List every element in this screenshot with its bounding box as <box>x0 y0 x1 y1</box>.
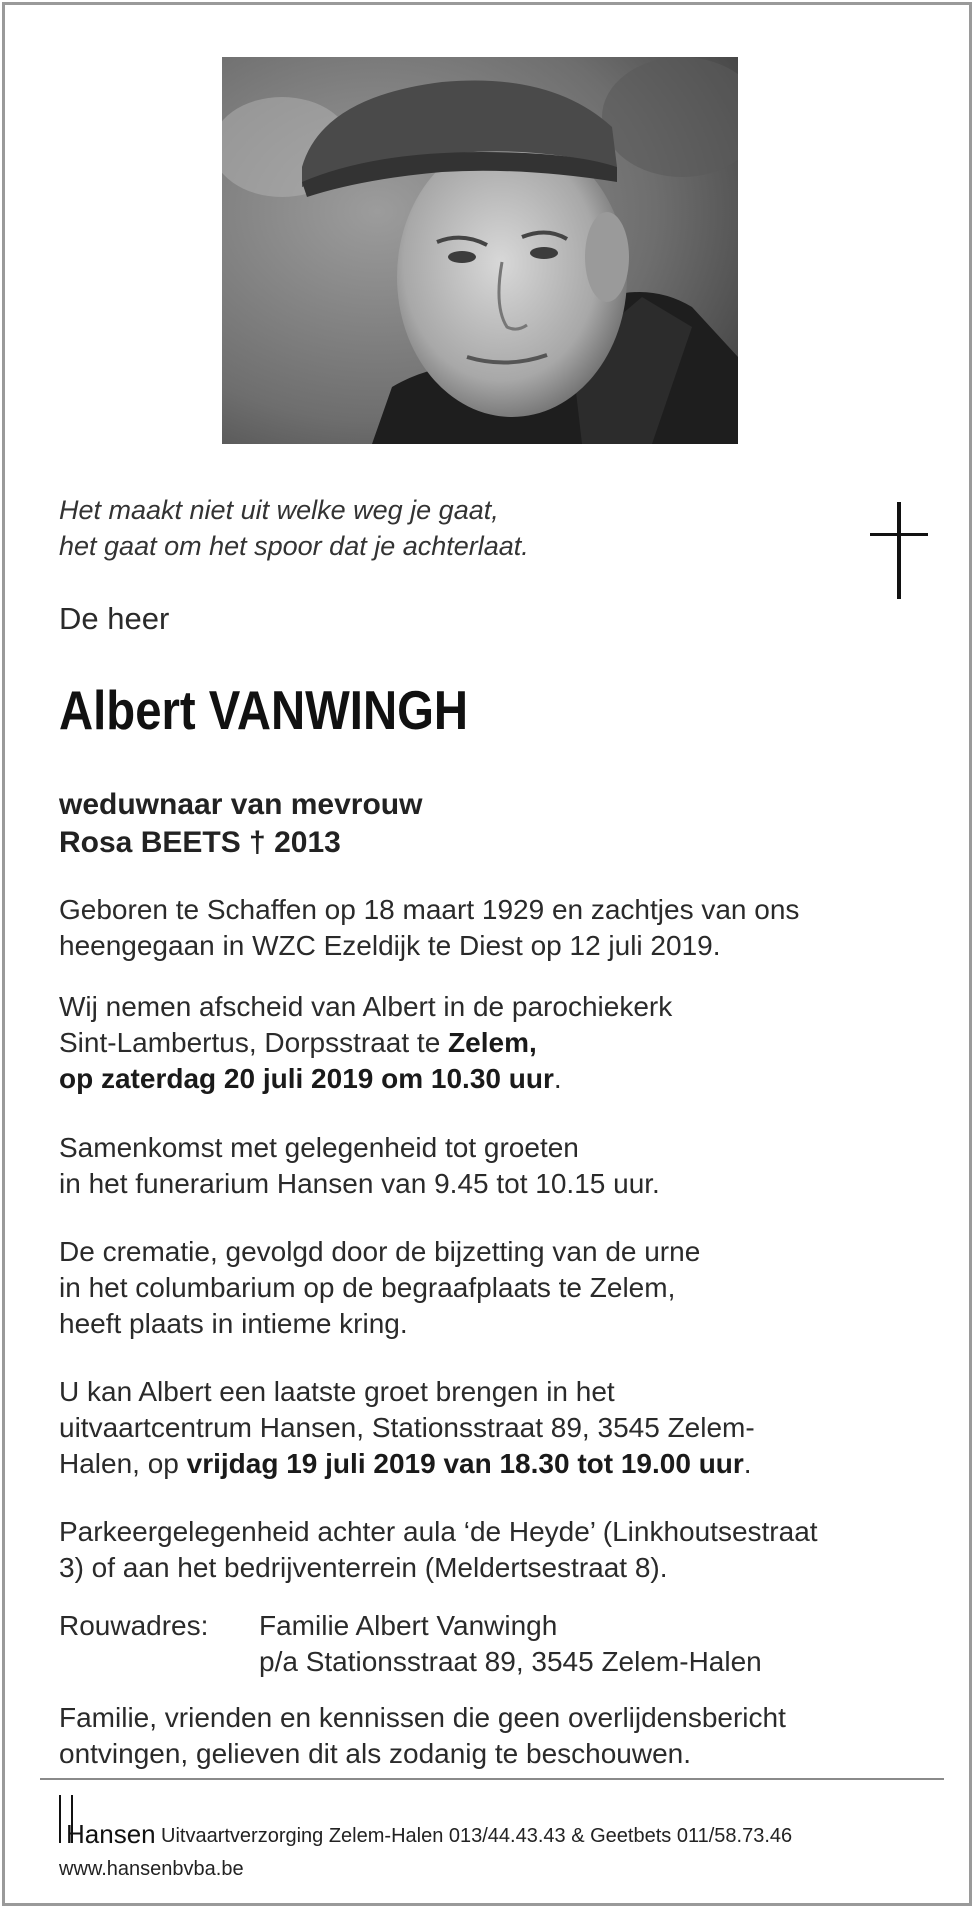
salutation: De heer <box>59 601 170 636</box>
deceased-name: Albert VANWINGH <box>59 679 469 741</box>
memorial-quote: Het maakt niet uit welke weg je gaat, het gaat om het spoor dat je achterlaat. <box>59 495 529 561</box>
visit-paragraph: U kan Albert een laatste groet brengen in het uitvaartcentrum Hansen, Stationsstraat 89, 3545 Zelem- Halen, op vrijdag 19 juli 2019 van 18.30 tot 19.00 uur. <box>59 1376 755 1479</box>
parking-paragraph: Parkeergelegenheid achter aula ‘de Heyde’ (Linkhoutsestraat 3) of aan het bedrijventerrein (Meldertsestraat 8). <box>59 1516 818 1583</box>
footer-contact: Uitvaartverzorging Zelem-Halen 013/44.43.43 & Geetbets 011/58.73.46 <box>161 1825 793 1847</box>
widower-note: weduwnaar van mevrouw Rosa BEETS † 2013 <box>59 788 423 859</box>
birth-paragraph: Geboren te Schaffen op 18 maart 1929 en zachtjes van ons heengegaan in WZC Ezeldijk te Diest op 12 juli 2019. <box>59 894 800 961</box>
gathering-paragraph: Samenkomst met gelegenheid tot groeten in het funerarium Hansen van 9.45 tot 10.15 uur. <box>59 1132 660 1199</box>
portrait-photo <box>222 57 738 444</box>
address-label: Rouwadres: <box>59 1610 209 1641</box>
address-lines: Familie Albert Vanwingh p/a Stationsstraat 89, 3545 Zelem-Halen <box>259 1610 762 1677</box>
farewell-paragraph: Wij nemen afscheid van Albert in de parochiekerk Sint-Lambertus, Dorpsstraat te Zelem, op zaterdag 20 juli 2019 om 10.30 uur. <box>59 991 673 1094</box>
portrait-illustration <box>222 57 738 444</box>
website-link[interactable]: www.hansenbvba.be <box>59 1858 244 1880</box>
cremation-paragraph: De crematie, gevolgd door de bijzetting van de urne in het columbarium op de begraafplaats te Zelem, heeft plaats in intieme kring. <box>59 1236 701 1339</box>
cross-icon <box>870 502 928 599</box>
closing-paragraph: Familie, vrienden en kennissen die geen overlijdensbericht ontvingen, gelieven dit als zodanig te beschouwen. <box>59 1702 786 1769</box>
brand-name: Hansen <box>66 1819 156 1849</box>
footer-divider <box>40 1778 944 1780</box>
